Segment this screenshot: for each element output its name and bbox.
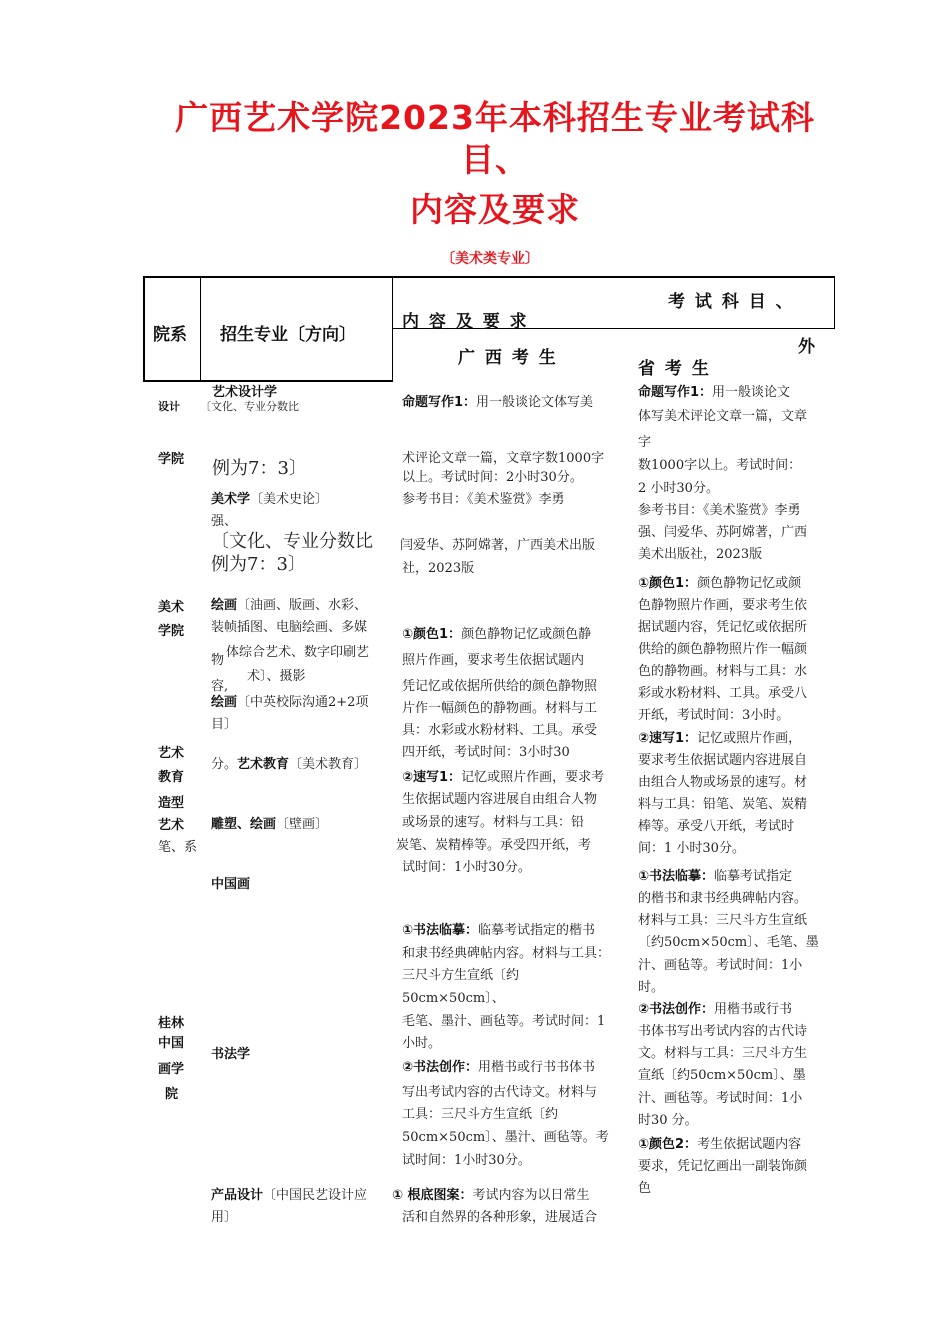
out-essay-line1: 命题写作1：用一般谈论文: [638, 385, 791, 400]
out-essay-line3: 字: [638, 435, 652, 450]
gx-create-line5: 试时间：1小时30分。: [402, 1153, 531, 1168]
gx-create-line1: ②书法创作：用楷书或行书书体书: [402, 1060, 596, 1075]
major-art-history: 美术学〔美术史论〕: [211, 492, 329, 507]
gx-color-line1: ①颜色1：颜色静物记忆或颜色静: [402, 627, 592, 642]
major-art-history-ratio1: 〔文化、专业分数比: [211, 531, 373, 552]
major-painting-l3a: 物: [211, 653, 225, 668]
page-title-line1: 广西艺术学院2023年本科招生专业考试科: [175, 98, 815, 137]
dept-fine-arts-a: 美术: [158, 600, 185, 615]
out-sketch-line3: 由组合人物或场景的速写。材: [638, 775, 808, 790]
major-art-design-ratio: 例为7：3〕: [212, 458, 307, 479]
out-copy-line2: 的楷书和隶书经典碑帖内容。: [638, 891, 808, 906]
out-create-line3: 文。材料与工具：三尺斗方生: [638, 1046, 808, 1061]
out-essay-line2: 体写美术评论文章一篇，文章: [638, 409, 808, 424]
dept-guilin-4: 院: [165, 1087, 179, 1102]
gx-essay-line1: 命题写作1：用一般谈论文体写美: [402, 395, 594, 410]
gx-color-line3: 凭记忆或依据所供给的颜色静物照: [402, 679, 598, 694]
dept-art-edu-4: 艺术: [158, 818, 185, 833]
out-sketch-line5: 棒等。承受八开纸，考试时: [638, 819, 795, 834]
out-create-line4: 宣纸〔约50cm×50cm〕、墨: [638, 1068, 806, 1083]
gx-sketch-line2: 生依据试题内容进展自由组合人物: [402, 792, 598, 807]
gx-copy-line1: ①书法临摹：临摹考试指定的楷书: [402, 923, 596, 938]
gx-copy-line4: 50cm×50cm〕、: [402, 991, 505, 1006]
gx-sketch-line4: 炭笔、炭精棒等。承受四开纸，考: [396, 838, 592, 853]
major-chinese-painting: 中国画: [211, 877, 251, 892]
major-painting-intl: 绘画〔中英校际沟通2+2项: [211, 695, 369, 710]
major-painting-l2: 装帧插图、电脑绘画、多媒: [211, 620, 368, 635]
gx-essay-line5: 闫爱华、苏阿嫦著，广西美术出版: [400, 538, 596, 553]
out-color-line2: 色静物照片作画，要求考生依: [638, 598, 808, 613]
out-color-line6: 彩或水粉材料、工具。承受八: [638, 686, 808, 701]
out-color-line1: ①颜色1：颜色静物记忆或颜: [638, 576, 802, 591]
gx-essay-line4: 参考书目：《美术鉴赏》李勇: [402, 492, 565, 507]
header-divider-2: [392, 276, 393, 382]
dept-fine-arts-b: 学院: [158, 624, 185, 639]
gx-color-line2: 照片作画，要求考生依据试题内: [402, 653, 585, 668]
gx-copy-line3: 三尺斗方生宣纸〔约: [402, 968, 520, 983]
major-product-design-l2: 用〕: [211, 1210, 238, 1225]
header-major: 招生专业〔方向〕: [220, 325, 356, 345]
gx-essay-line6: 社，2023版: [402, 561, 475, 576]
major-art-history-extra: 强、: [211, 514, 238, 529]
gx-pattern-line1: ① 根底图案：考试内容为以日常生: [392, 1188, 590, 1203]
major-painting-l3b: 体综合艺术、数字印刷艺: [226, 645, 370, 660]
table-top-border: [143, 276, 835, 278]
out-color2-line2: 要求，凭记忆画出一副装饰颜: [638, 1159, 808, 1174]
header-guangxi: 广 西 考 生: [458, 348, 558, 368]
header-content: 内 容 及 要 求: [402, 312, 529, 332]
major-sculpture: 雕塑、绘画〔壁画〕: [211, 817, 329, 832]
out-create-line2: 书体书写出考试内容的古代诗: [638, 1024, 808, 1039]
major-painting-l4b: 术〕、摄影: [247, 669, 306, 684]
table-right-border: [834, 276, 835, 329]
gx-copy-line5: 毛笔、墨汁、画毡等。考试时间：1: [402, 1014, 606, 1029]
out-copy-line1: ①书法临摹：临摹考试指定: [638, 869, 793, 884]
out-essay-line4: 数1000字以上。考试时间：: [638, 458, 802, 473]
dept-design-a: 设计: [158, 400, 180, 413]
gx-essay-line3: 以上。考试时间：2小时30分。: [402, 470, 583, 485]
dept-art-edu-5: 笔、系: [158, 840, 198, 855]
major-art-design-note: 〔文化、专业分数比: [200, 400, 299, 413]
major-painting: 绘画〔油画、版画、水彩、: [211, 598, 368, 613]
out-copy-line6: 时。: [638, 980, 665, 995]
page-subtitle: 〔美术类专业〕: [441, 251, 539, 267]
gx-color-line5: 具：水彩或水粉材料、工具。承受: [402, 723, 598, 738]
header-dept: 院系: [153, 325, 187, 345]
dept-guilin-2: 中国: [158, 1036, 185, 1051]
gx-copy-line2: 和隶书经典碑帖内容。材料与工具：: [402, 946, 611, 961]
major-painting-intl-l2: 目〕: [211, 717, 238, 732]
out-essay-line5: 2 小时30分。: [638, 481, 719, 496]
out-sketch-line4: 料与工具：铅笔、炭笔、炭精: [638, 797, 808, 812]
out-essay-line8: 美术出版社，2023版: [638, 547, 763, 562]
gx-color-line4: 片作一幅颜色的静物画。材料与工: [402, 701, 598, 716]
out-copy-line3: 材料与工具：三尺斗方生宣纸: [638, 913, 808, 928]
gx-sketch-line5: 试时间：1小时30分。: [402, 860, 531, 875]
major-art-education: 分。艺术教育〔美术教育〕: [211, 757, 368, 772]
out-copy-line4: 〔约50cm×50cm〕、毛笔、墨: [638, 935, 819, 950]
out-color-line3: 据试题内容，凭记忆或依据所: [638, 620, 808, 635]
header-subject: 考 试 科 目 、: [668, 292, 795, 312]
out-color-line5: 色的静物画。材料与工具：水: [638, 664, 808, 679]
out-essay-line6: 参考书目：《美术鉴赏》李勇: [638, 503, 801, 518]
dept-guilin-1: 桂林: [158, 1016, 185, 1031]
header-outside-a: 外: [798, 337, 815, 357]
gx-copy-line6: 小时。: [402, 1036, 442, 1051]
table-left-border: [143, 276, 145, 382]
gx-create-line4: 50cm×50cm〕、墨汁、画毡等。考: [402, 1130, 609, 1145]
page-title-line3: 内容及要求: [410, 190, 580, 229]
page-title-line2: 目、: [461, 140, 529, 179]
gx-color-line6: 四开纸，考试时间：3小时30: [402, 745, 570, 760]
header-divider-1: [200, 276, 201, 382]
header-outside-b: 省 考 生: [638, 359, 711, 379]
out-color2-line3: 色: [638, 1181, 652, 1196]
out-sketch-line2: 要求考生依据试题内容进展自: [638, 753, 808, 768]
dept-art-edu-1: 艺术: [158, 746, 185, 761]
major-calligraphy: 书法学: [211, 1047, 251, 1062]
out-sketch-line6: 间：1 小时30分。: [638, 841, 745, 856]
gx-create-line2: 写出考试内容的古代诗文。材料与: [402, 1085, 598, 1100]
gx-sketch-line1: ②速写1：记忆或照片作画，要求考: [402, 770, 605, 785]
out-create-line5: 汁、画毡等。考试时间：1小: [638, 1091, 803, 1106]
out-color-line4: 供给的颜色静物照片作一幅颜: [638, 642, 808, 657]
gx-pattern-line2: 活和自然界的各种形象，进展适合: [402, 1210, 598, 1225]
dept-design-b: 学院: [158, 452, 185, 467]
out-color2-line1: ①颜色2：考生依据试题内容: [638, 1137, 802, 1152]
gx-essay-line2: 术评论文章一篇，文章字数1000字: [402, 451, 605, 466]
out-sketch-line1: ②速写1：记忆或照片作画，: [638, 731, 802, 746]
dept-guilin-3: 画学: [158, 1062, 185, 1077]
out-color-line7: 开纸，考试时间：3小时。: [638, 708, 790, 723]
major-art-history-ratio2: 例为7：3〕: [211, 554, 306, 575]
out-create-line1: ②书法创作：用楷书或行书: [638, 1002, 793, 1017]
gx-create-line3: 工具：三尺斗方生宣纸〔约: [402, 1107, 559, 1122]
out-copy-line5: 汁、画毡等。考试时间：1小: [638, 958, 803, 973]
dept-art-edu-3: 造型: [158, 796, 185, 811]
out-create-line6: 时30 分。: [638, 1113, 698, 1128]
major-product-design: 产品设计〔中国民艺设计应: [211, 1188, 368, 1203]
dept-art-edu-2: 教育: [158, 770, 185, 785]
major-painting-l4a: 容,: [211, 679, 229, 694]
major-art-design-name: 艺术设计学: [212, 385, 278, 400]
gx-sketch-line3: 或场景的速写。材料与工具：铅: [402, 815, 585, 830]
out-essay-line7: 强、闫爱华、苏阿嫦著，广西: [638, 525, 808, 540]
